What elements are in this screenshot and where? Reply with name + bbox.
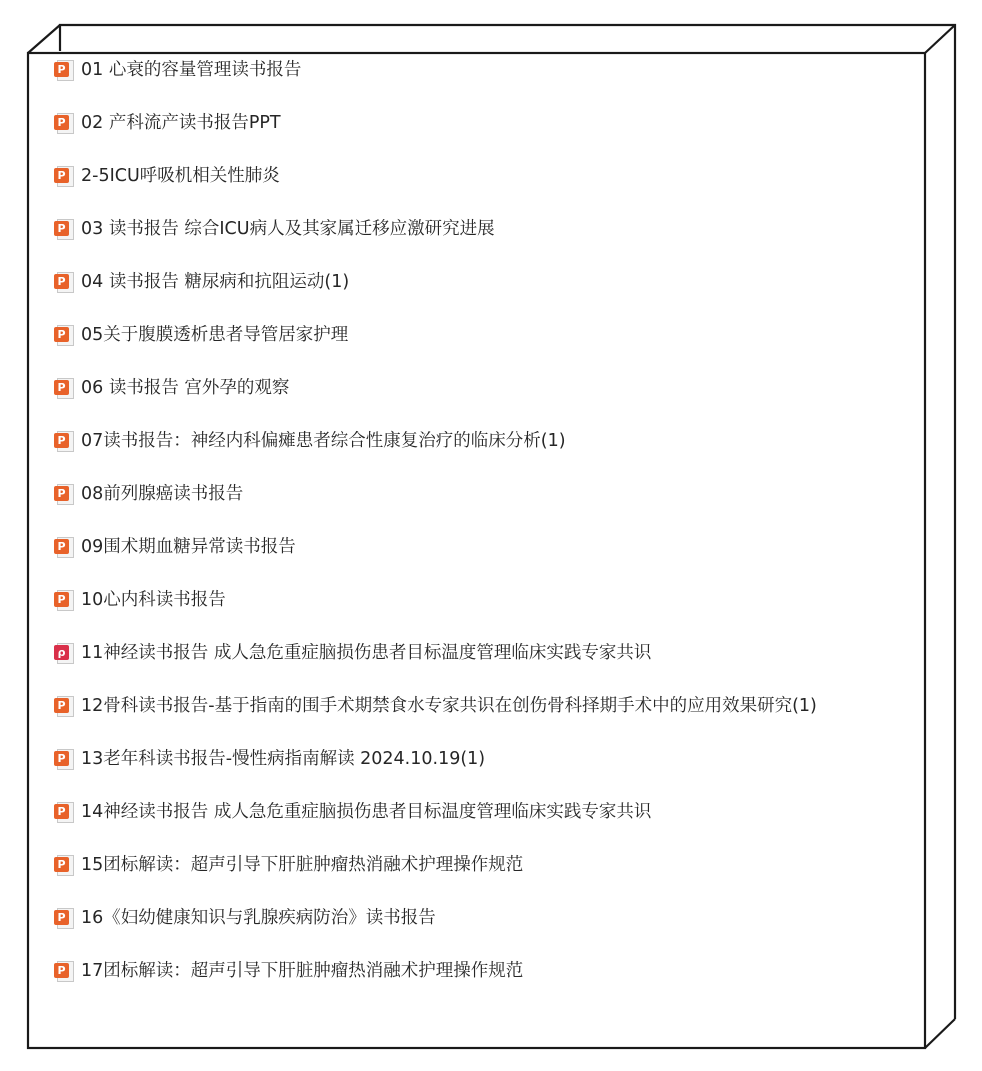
pdf-file-icon [54, 643, 75, 664]
file-name: 06 读书报告 宫外孕的观察 [81, 378, 290, 398]
file-icon-badge: P [54, 963, 69, 978]
file-name: 01 心衰的容量管理读书报告 [81, 60, 302, 80]
powerpoint-file-icon [54, 590, 75, 611]
powerpoint-file-icon [54, 431, 75, 452]
file-icon-badge: P [54, 168, 69, 183]
file-icon-badge: P [54, 698, 69, 713]
powerpoint-file-icon [54, 749, 75, 770]
file-name: 02 产科流产读书报告PPT [81, 113, 281, 133]
file-name: 15团标解读：超声引导下肝脏肿瘤热消融术护理操作规范 [81, 855, 524, 875]
powerpoint-file-icon [54, 219, 75, 240]
file-name: 03 读书报告 综合ICU病人及其家属迁移应激研究进展 [81, 219, 495, 239]
powerpoint-file-icon [54, 696, 75, 717]
file-icon-badge: P [54, 857, 69, 872]
powerpoint-file-icon [54, 272, 75, 293]
powerpoint-file-icon [54, 325, 75, 346]
file-name: 13老年科读书报告-慢性病指南解读 2024.10.19(1) [81, 749, 486, 769]
powerpoint-file-icon [54, 484, 75, 505]
file-name: 16《妇幼健康知识与乳腺疾病防治》读书报告 [81, 908, 436, 928]
file-name: 12骨科读书报告-基于指南的围手术期禁食水专家共识在创伤骨科择期手术中的应用效果研究(1) [81, 696, 817, 716]
file-list-item[interactable] [54, 798, 914, 851]
file-list-item[interactable] [54, 639, 914, 692]
file-list-item[interactable] [54, 321, 914, 374]
file-name: 14神经读书报告 成人急危重症脑损伤患者目标温度管理临床实践专家共识 [81, 802, 652, 822]
file-icon-badge: P [54, 486, 69, 501]
box-depth-edge-bottom-right [925, 1019, 955, 1048]
file-icon-badge: P [54, 221, 69, 236]
file-name: 10心内科读书报告 [81, 590, 226, 610]
file-icon-badge: P [54, 751, 69, 766]
file-name: 07读书报告：神经内科偏瘫患者综合性康复治疗的临床分析(1) [81, 431, 566, 451]
file-name: 08前列腺癌读书报告 [81, 484, 244, 504]
file-list-item[interactable] [54, 427, 914, 480]
file-name: 05关于腹膜透析患者导管居家护理 [81, 325, 349, 345]
file-list-item[interactable] [54, 109, 914, 162]
powerpoint-file-icon [54, 802, 75, 823]
file-name: 17团标解读：超声引导下肝脏肿瘤热消融术护理操作规范 [81, 961, 524, 981]
file-icon-badge: P [54, 592, 69, 607]
powerpoint-file-icon [54, 537, 75, 558]
file-icon-badge: P [54, 327, 69, 342]
file-list-item[interactable] [54, 162, 914, 215]
file-list-item[interactable] [54, 851, 914, 904]
file-list-item[interactable] [54, 586, 914, 639]
file-list-item[interactable] [54, 215, 914, 268]
powerpoint-file-icon [54, 113, 75, 134]
file-list-item[interactable] [54, 533, 914, 586]
file-icon-badge: P [54, 539, 69, 554]
file-list-item[interactable] [54, 904, 914, 957]
powerpoint-file-icon [54, 166, 75, 187]
file-list-item[interactable] [54, 268, 914, 321]
file-list-item[interactable] [54, 745, 914, 798]
file-icon-badge: P [54, 62, 69, 77]
file-icon-badge: P [54, 804, 69, 819]
file-list-item[interactable] [54, 56, 914, 109]
file-icon-badge: ρ [54, 645, 69, 660]
file-name: 11神经读书报告 成人急危重症脑损伤患者目标温度管理临床实践专家共识 [81, 643, 652, 663]
file-name: 09围术期血糖异常读书报告 [81, 537, 296, 557]
powerpoint-file-icon [54, 961, 75, 982]
file-icon-badge: P [54, 115, 69, 130]
file-name: 2-5ICU呼吸机相关性肺炎 [81, 166, 280, 186]
powerpoint-file-icon [54, 378, 75, 399]
file-icon-badge: P [54, 910, 69, 925]
box-depth-edge-top-right [925, 25, 955, 53]
file-list-item[interactable] [54, 692, 914, 745]
file-name: 04 读书报告 糖尿病和抗阻运动(1) [81, 272, 350, 292]
powerpoint-file-icon [54, 855, 75, 876]
file-icon-badge: P [54, 380, 69, 395]
file-list-item[interactable] [54, 480, 914, 533]
powerpoint-file-icon [54, 908, 75, 929]
box-depth-edge-top-left [28, 25, 60, 53]
file-list-item[interactable] [54, 957, 914, 1010]
file-list-item[interactable] [54, 374, 914, 427]
file-icon-badge: P [54, 433, 69, 448]
file-icon-badge: P [54, 274, 69, 289]
powerpoint-file-icon [54, 60, 75, 81]
file-list [54, 56, 914, 1010]
